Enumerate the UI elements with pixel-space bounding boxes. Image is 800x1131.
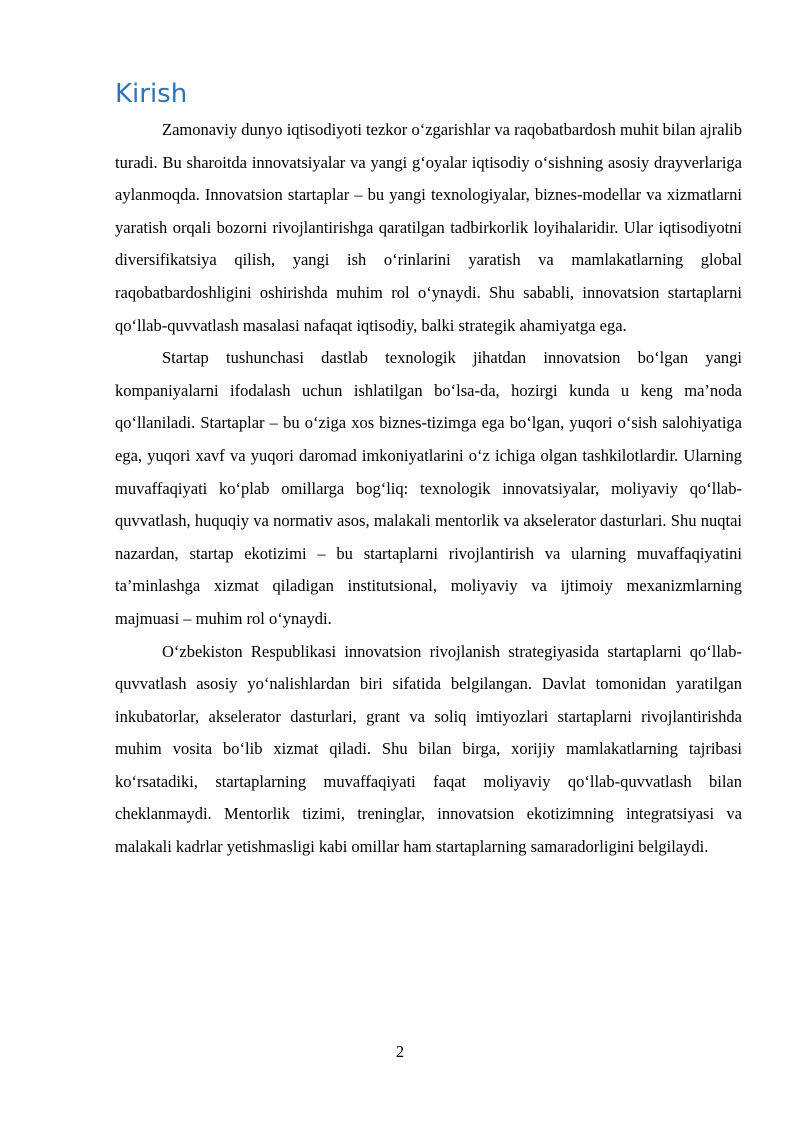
paragraph-3: O‘zbekiston Respublikasi innovatsion rivojlanish strategiyasida startaplarni qo‘llab-quvvatlash asosiy yo‘nalishlardan biri sifatida belgilangan. Davlat tomonidan yaratilgan inkubatorlar, akselerator dasturlari, grant va soliq imtiyozlari startaplarni rivojlantirishda muhim vosita bo‘lib xizmat qiladi. Shu bilan birga, xorijiy mamlakatlarning tajribasi ko‘rsatadiki, startaplarning muvaffaqiyati faqat moliyaviy qo‘llab-quvvatlash bilan cheklanmaydi. Mentorlik tizimi, treninglar, innovatsion ekotizimning integratsiyasi va malakali kadrlar yetishmasligi kabi omillar ham startaplarning samaradorligini belgilaydi. <box>115 641 742 857</box>
section-heading: Kirish <box>115 79 188 109</box>
paragraph-1: Zamonaviy dunyo iqtisodiyoti tezkor o‘zgarishlar va raqobatbardosh muhit bilan ajralib turadi. Bu sharoitda innovatsiyalar va yangi g‘oyalar iqtisodiy o‘sishning asosiy drayverlariga aylanmoqda. Innovatsion startaplar – bu yangi texnologiyalar, biznes-modellar va xizmatlarni yaratish orqali bozorni rivojlantirishga qaratilgan tadbirkorlik loyihalaridir. Ular iqtisodiyotni diversifikatsiya qilish, yangi ish o‘rinlarini yaratish va mamlakatlarning global raqobatbardoshligini oshirishda muhim rol o‘ynaydi. Shu sababli, innovatsion startaplarni qo‘llab-quvvatlash masalasi nafaqat iqtisodiy, balki strategik ahamiyatga ega. <box>115 120 742 335</box>
body-text <box>115 114 742 864</box>
page-number: 2 <box>395 1042 405 1061</box>
paragraph-2: Startap tushunchasi dastlab texnologik jihatdan innovatsion bo‘lgan yangi kompaniyalarni ifodalash uchun ishlatilgan bo‘lsa-da, hozirgi kunda u keng ma’noda qo‘llaniladi. Startaplar – bu o‘ziga xos biznes-tizimga ega bo‘lgan, yuqori o‘sish salohiyatiga ega, yuqori xavf va yuqori daromad imkoniyatlarini o‘z ichiga olgan tashkilotlardir. Ularning muvaffaqiyati ko‘plab omillarga bog‘liq: texnologik innovatsiyalar, moliyaviy qo‘llab-quvvatlash, huquqiy va normativ asos, malakali mentorlik va akselerator dasturlari. Shu nuqtai nazardan, startap ekotizimi – bu startaplarni rivojlantirish va ularning muvaffaqiyatini ta’minlashga xizmat qiladigan institutsional, moliyaviy va ijtimoiy mexanizmlarning majmuasi – muhim rol o‘ynaydi. <box>115 348 742 628</box>
